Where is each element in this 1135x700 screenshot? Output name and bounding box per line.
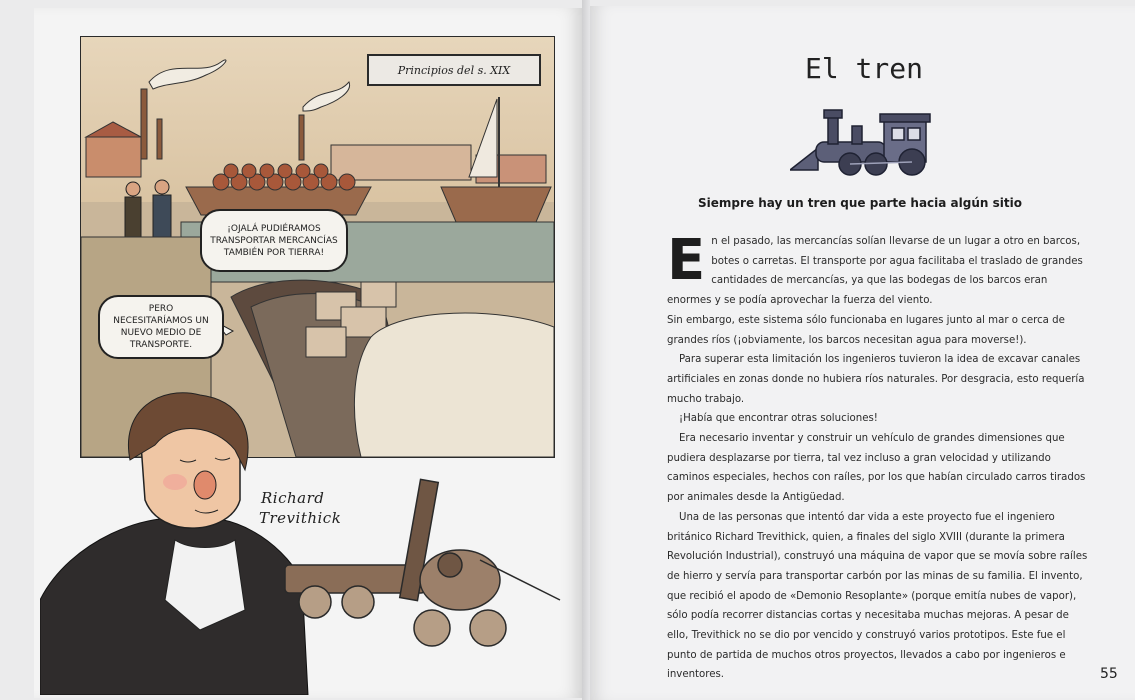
portrait-signature — [259, 488, 341, 528]
paragraph-2: Sin embargo, este sistema sólo funcionaba en lugares junto al mar o cerca de grandes ríos (¡obviamente, los barcos necesitan agua para moverse!). — [667, 314, 1065, 346]
paragraph-1-text: n el pasado, las mercancías solían llevarse de un lugar a otro en barcos, botes o carretas. El transporte por agua facilitaba el traslado de grandes cantidades de mercancías, ya que las bodegas de los barcos eran enormes y se podía aprovechar la fuerza del viento. — [667, 236, 1083, 307]
trevithick-portrait-illustration — [40, 390, 580, 695]
signature-first-name: Richard — [261, 489, 325, 507]
page-number: 55 — [1100, 666, 1118, 682]
paragraph-5: Era necesario inventar y construir un vehículo de grandes dimensiones que pudiera desplazarse por tierra, tal vez incluso a gran velocidad y utilizando caminos especiales, hechos con raíles, por los que habían circulado carros tirados por animales desde la Antigüedad. — [667, 433, 1086, 504]
paragraph-1 — [667, 228, 1088, 311]
paragraph-6: Una de las personas que intentó dar vida a este proyecto fue el ingeniero británico Richard Trevithick, quien, a finales del siglo XVIII (durante la primera Revolución Industrial), construyó una máquina de vapor que se movía sobre raíles de hierro y servía para transportar carbón por las minas de su familia. El invento, que recibió el apodo de «Demonio Resoplante» (porque emitía nubes de vapor), sólo podía recorrer distancias cortas y necesitaba muchas mejoras. A pesar de ello, Trevithick no se dio por vencido y construyó varios prototipos. Este fue el punto de partida de muchos otros proyectos, llevados a cabo por ingenieros e inventores. — [667, 511, 1088, 681]
book-gutter — [582, 0, 590, 700]
panel-caption: Principios del s. XIX — [367, 54, 541, 86]
locomotive-icon — [790, 106, 936, 176]
paragraph-3: Para superar esta limitación los ingenieros tuvieron la idea de excavar canales artificiales en zonas donde no hubiera ríos naturales. Por desgracia, esto requería mucho trabajo. — [667, 354, 1085, 405]
page-title: El tren — [804, 52, 923, 85]
paragraph-4: ¡Había que encontrar otras soluciones! — [679, 413, 878, 425]
speech-bubble-2: PERO NECESITARÍAMOS UN NUEVO MEDIO DE TRANSPORTE. — [98, 295, 224, 359]
drop-cap: E — [667, 228, 706, 293]
signature-last-name: Trevithick — [259, 509, 342, 527]
article-body — [667, 228, 1088, 685]
speech-bubble-1: ¡OJALÁ PUDIÉRAMOS TRANSPORTAR MERCANCÍAS TAMBIÉN POR TIERRA! — [200, 209, 348, 272]
page-subtitle: Siempre hay un tren que parte hacia algún sitio — [698, 196, 1022, 210]
